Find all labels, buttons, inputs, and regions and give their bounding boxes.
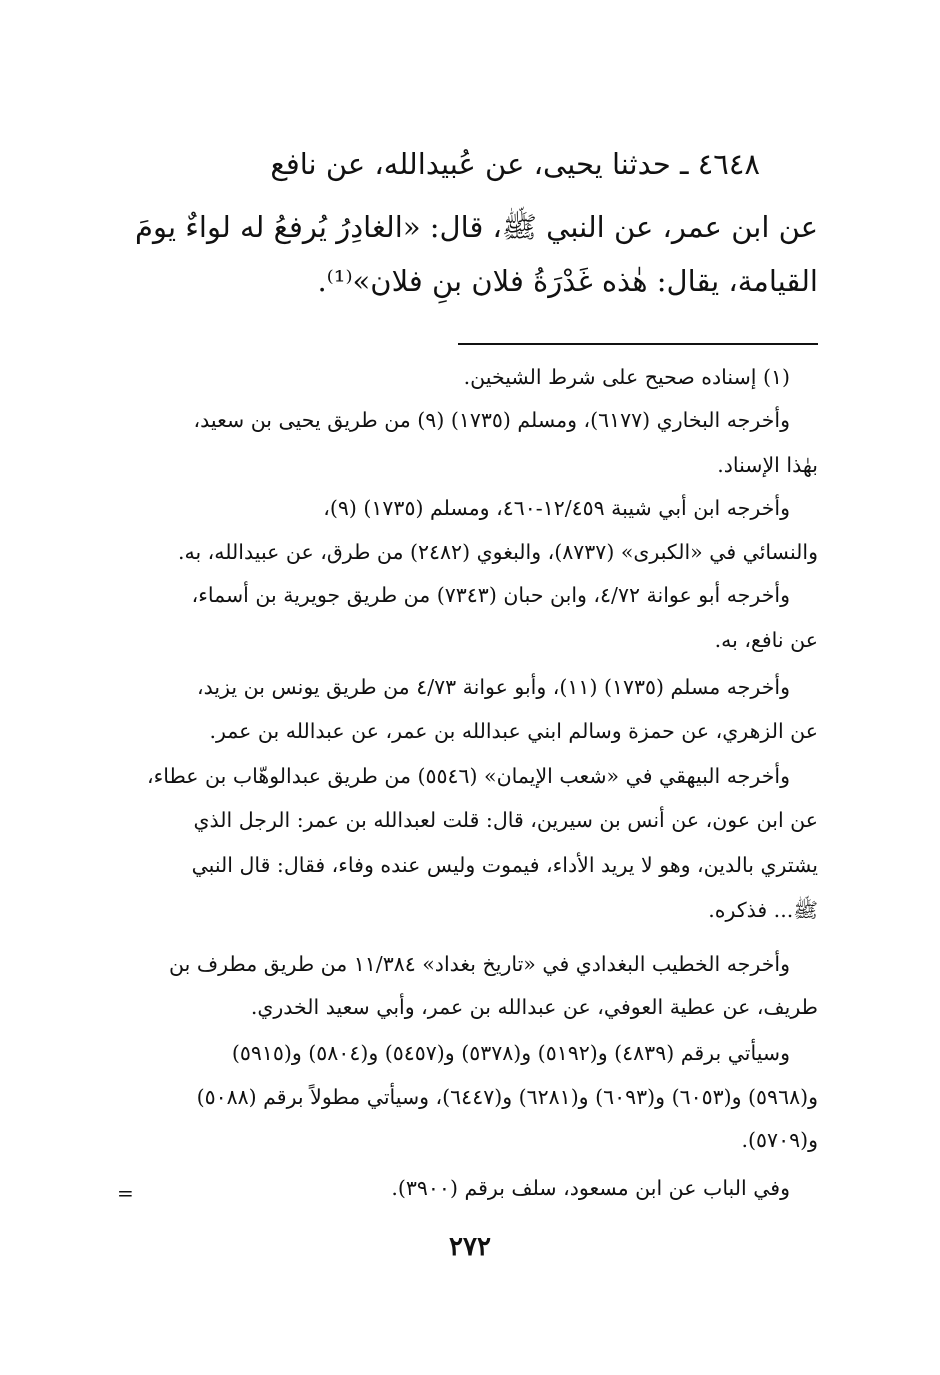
footnote-divider — [458, 343, 818, 345]
footnote-line: و(٥٧٠٩). — [741, 1128, 818, 1152]
footnote-line: والنسائي في «الكبرى» (٨٧٣٧)، والبغوي (٢٤٨٢) من طرق، عن عبيدالله، به. — [177, 540, 818, 564]
page-number: ٢٧٢ — [449, 1232, 491, 1262]
footnote-line: وأخرجه أبو عوانة ٤/٧٢، وابن حبان (٧٣٤٣) من طريق جويرية بن أسماء، — [191, 583, 790, 607]
footnote-line: وأخرجه مسلم (١٧٣٥) (١١)، وأبو عوانة ٤/٧٣ من طريق يونس بن يزيد، — [197, 675, 790, 699]
footnote-line: بهٰذا الإسناد. — [717, 453, 818, 477]
footnote-line: وأخرجه ابن أبي شيبة ١٢/٤٥٩-٤٦٠، ومسلم (١٧٣٥) (٩)، — [323, 496, 790, 520]
footnote-line: عن ابن عون، عن أنس بن سيرين، قال: قلت لعبدالله بن عمر: الرجل الذي — [193, 808, 818, 832]
footnote-line: وأخرجه البيهقي في «شعب الإيمان» (٥٥٤٦) من طريق عبدالوهّاب بن عطاء، — [146, 764, 790, 788]
footnote-line: عن نافع، به. — [714, 628, 818, 652]
continuation-mark: = — [117, 1181, 134, 1205]
footnote-line: يشتري بالدين، وهو لا يريد الأداء، فيموت وليس عنده وفاء، فقال: قال النبي — [191, 853, 818, 877]
footnote-line: عن الزهري، عن حمزة وسالم ابني عبدالله بن عمر، عن عبدالله بن عمر. — [209, 719, 818, 743]
footnote-line: وسيأتي برقم (٤٨٣٩) و(٥١٩٢) و(٥٣٧٨) و(٥٤٥٧) و(٥٨٠٤) و(٥٩١٥) — [231, 1041, 790, 1065]
hadith-line-2: عن ابن عمر، عن النبي ﷺ، قال: «الغادِرُ يُرفعُ له لواءٌ يومَ — [135, 210, 818, 244]
footnote-line: وأخرجه الخطيب البغدادي في «تاريخ بغداد» ١١/٣٨٤ من طريق مطرف بن — [169, 952, 790, 976]
hadith-line-3: القيامة، يقال: هٰذه غَدْرَةُ فلان بنِ فلان»⁽¹⁾. — [317, 264, 818, 298]
footnote-line: وأخرجه البخاري (٦١٧٧)، ومسلم (١٧٣٥) (٩) من طريق يحيى بن سعيد، — [193, 408, 790, 432]
footnote-line: وفي الباب عن ابن مسعود، سلف برقم (٣٩٠٠). — [391, 1176, 790, 1200]
hadith-line-1: ٤٦٤٨ ـ حدثنا يحيى، عن عُبيدالله، عن نافع — [270, 147, 760, 181]
footnote-line: طريف، عن عطية العوفي، عن عبدالله بن عمر، وأبي سعيد الخدري. — [250, 995, 818, 1019]
footnote-line: ﷺ... فذكره. — [708, 898, 818, 922]
footnote-line: و(٥٩٦٨) و(٦٠٥٣) و(٦٠٩٣) و(٦٢٨١) و(٦٤٤٧)، وسيأتي مطولاً برقم (٥٠٨٨) — [196, 1085, 818, 1109]
footnote-line: (١) إسناده صحيح على شرط الشيخين. — [463, 365, 790, 389]
